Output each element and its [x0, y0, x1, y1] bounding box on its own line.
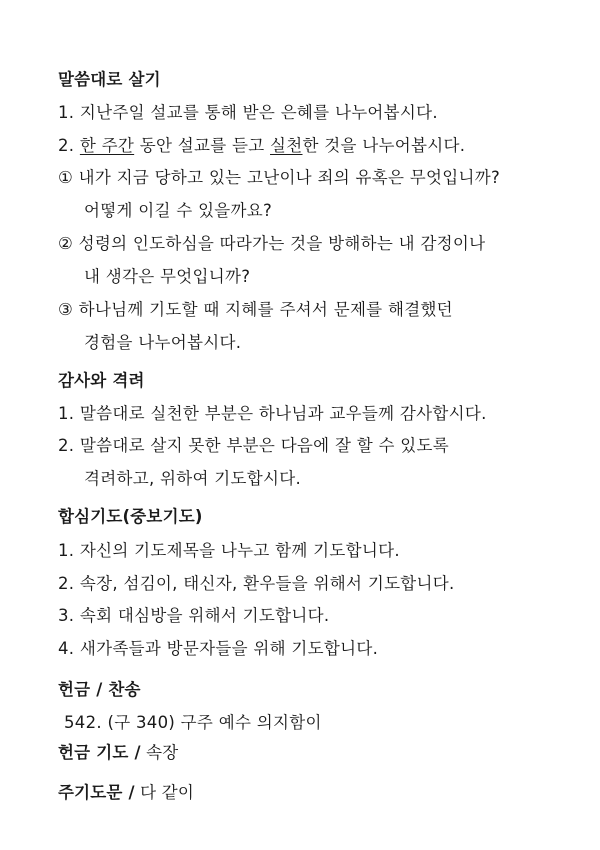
underlined-text: 한 주간 [79, 136, 135, 155]
list-item: 2. 속장, 섬김이, 태신자, 환우들을 위해서 기도합니다. [58, 574, 455, 593]
offering-prayer-line [58, 739, 178, 763]
question-item: ③ 하나님께 기도할 때 지혜를 주셔서 문제를 해결했던 [58, 300, 453, 319]
list-item [58, 132, 465, 156]
lords-prayer-title: 주기도문 / [58, 783, 135, 802]
list-item: 1. 지난주일 설교를 통해 받은 은혜를 나누어봅시다. [58, 103, 438, 122]
list-item: 1. 말씀대로 실천한 부분은 하나님과 교우들께 감사합시다. [58, 404, 487, 423]
section-title-thanks: 감사와 격려 [58, 371, 145, 390]
section-title-living-by-word: 말씀대로 살기 [58, 70, 161, 89]
item-prefix: 2. [58, 136, 80, 155]
question-item: ② 성령의 인도하심을 따라가는 것을 방해하는 내 감정이나 [58, 234, 486, 253]
section-title-prayer: 합심기도(중보기도) [58, 507, 203, 526]
question-item: ① 내가 지금 당하고 있는 고난이나 죄의 유혹은 무엇입니까? [58, 168, 501, 187]
offering-prayer-title: 헌금 기도 / [58, 743, 141, 762]
question-item-continued: 경험을 나누어봅시다. [84, 333, 242, 352]
offering-prayer-leader: 속장 [140, 743, 179, 762]
list-item: 2. 말씀대로 살지 못한 부분은 다음에 잘 할 수 있도록 [58, 436, 450, 455]
list-item: 1. 자신의 기도제목을 나누고 함께 기도합니다. [58, 541, 400, 560]
underlined-text: 실천 [270, 136, 303, 155]
lords-prayer-participants: 다 같이 [134, 783, 195, 802]
section-title-offering: 헌금 / 찬송 [58, 680, 141, 699]
item-text: 한 것을 나누어봅시다. [302, 136, 466, 155]
question-item-continued: 내 생각은 무엇입니까? [84, 267, 251, 286]
question-item-continued: 어떻게 이길 수 있을까요? [84, 201, 273, 220]
list-item: 3. 속회 대심방을 위해서 기도합니다. [58, 606, 330, 625]
lords-prayer-line [58, 779, 194, 803]
item-text: 동안 설교를 듣고 [134, 136, 271, 155]
hymn-line: 542. (구 340) 구주 예수 의지함이 [64, 713, 322, 732]
list-item-continued: 격려하고, 위하여 기도합시다. [84, 469, 302, 488]
list-item: 4. 새가족들과 방문자들을 위해 기도합니다. [58, 639, 379, 658]
